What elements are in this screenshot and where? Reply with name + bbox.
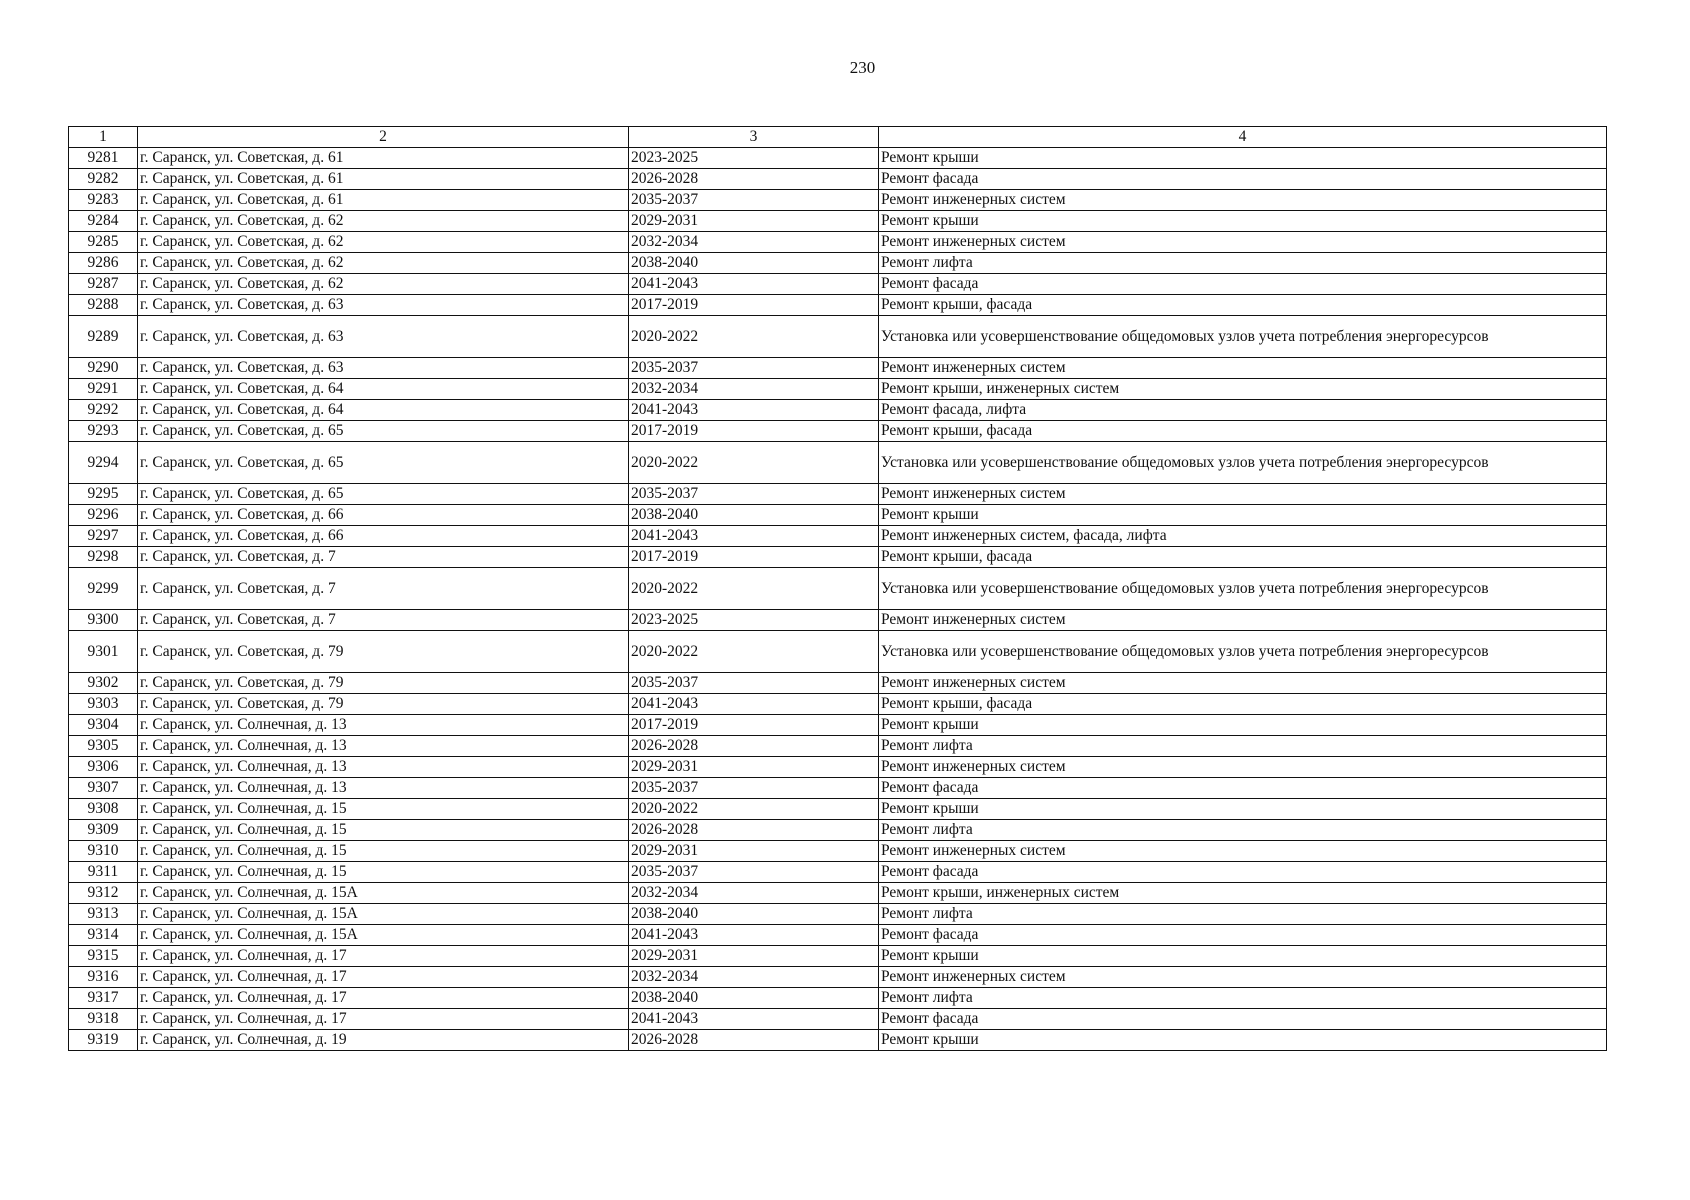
period-cell: 2038-2040 (629, 988, 879, 1009)
row-number-cell: 9298 (69, 547, 138, 568)
row-number-cell: 9311 (69, 862, 138, 883)
column-header-period: 3 (629, 127, 879, 148)
period-cell: 2020-2022 (629, 316, 879, 358)
address-cell: г. Саранск, ул. Солнечная, д. 15 (138, 799, 629, 820)
period-cell: 2035-2037 (629, 484, 879, 505)
period-cell: 2029-2031 (629, 841, 879, 862)
address-cell: г. Саранск, ул. Советская, д. 63 (138, 316, 629, 358)
work-type-cell: Ремонт крыши (879, 946, 1607, 967)
table-row (69, 904, 1607, 925)
address-cell: г. Саранск, ул. Советская, д. 64 (138, 400, 629, 421)
table-row (69, 379, 1607, 400)
address-cell: г. Саранск, ул. Советская, д. 7 (138, 568, 629, 610)
row-number-cell: 9308 (69, 799, 138, 820)
address-cell: г. Саранск, ул. Советская, д. 7 (138, 547, 629, 568)
table-row (69, 1030, 1607, 1051)
table-row (69, 568, 1607, 610)
period-cell: 2026-2028 (629, 169, 879, 190)
row-number-cell: 9316 (69, 967, 138, 988)
table-row (69, 190, 1607, 211)
work-type-cell: Ремонт инженерных систем (879, 967, 1607, 988)
column-header-address: 2 (138, 127, 629, 148)
table-row (69, 547, 1607, 568)
table-row (69, 505, 1607, 526)
row-number-cell: 9286 (69, 253, 138, 274)
table-row (69, 253, 1607, 274)
work-type-cell: Ремонт инженерных систем (879, 358, 1607, 379)
address-cell: г. Саранск, ул. Солнечная, д. 15А (138, 904, 629, 925)
period-cell: 2035-2037 (629, 778, 879, 799)
column-header-number: 1 (69, 127, 138, 148)
row-number-cell: 9312 (69, 883, 138, 904)
address-cell: г. Саранск, ул. Солнечная, д. 15А (138, 925, 629, 946)
work-type-cell: Установка или усовершенствование общедомовых узлов учета потребления энергоресурсов (879, 568, 1607, 610)
address-cell: г. Саранск, ул. Солнечная, д. 15А (138, 883, 629, 904)
table-row (69, 232, 1607, 253)
work-type-cell: Ремонт лифта (879, 988, 1607, 1009)
row-number-cell: 9310 (69, 841, 138, 862)
period-cell: 2029-2031 (629, 211, 879, 232)
table-row (69, 631, 1607, 673)
table-row (69, 358, 1607, 379)
row-number-cell: 9296 (69, 505, 138, 526)
work-type-cell: Ремонт лифта (879, 736, 1607, 757)
table-row (69, 400, 1607, 421)
address-cell: г. Саранск, ул. Советская, д. 65 (138, 484, 629, 505)
page-number: 230 (849, 58, 876, 77)
row-number-cell: 9289 (69, 316, 138, 358)
period-cell: 2035-2037 (629, 862, 879, 883)
period-cell: 2032-2034 (629, 379, 879, 400)
period-cell: 2017-2019 (629, 295, 879, 316)
address-cell: г. Саранск, ул. Советская, д. 64 (138, 379, 629, 400)
period-cell: 2017-2019 (629, 715, 879, 736)
row-number-cell: 9300 (69, 610, 138, 631)
period-cell: 2029-2031 (629, 757, 879, 778)
work-type-cell: Ремонт инженерных систем, фасада, лифта (879, 526, 1607, 547)
period-cell: 2035-2037 (629, 673, 879, 694)
table-row (69, 946, 1607, 967)
address-cell: г. Саранск, ул. Советская, д. 61 (138, 190, 629, 211)
work-type-cell: Ремонт крыши, фасада (879, 547, 1607, 568)
row-number-cell: 9285 (69, 232, 138, 253)
work-type-cell: Ремонт лифта (879, 253, 1607, 274)
work-type-cell: Ремонт крыши (879, 211, 1607, 232)
row-number-cell: 9309 (69, 820, 138, 841)
row-number-cell: 9290 (69, 358, 138, 379)
work-type-cell: Ремонт фасада (879, 925, 1607, 946)
row-number-cell: 9293 (69, 421, 138, 442)
work-type-cell: Ремонт крыши (879, 715, 1607, 736)
table-row (69, 211, 1607, 232)
table-row (69, 820, 1607, 841)
period-cell: 2020-2022 (629, 799, 879, 820)
row-number-cell: 9301 (69, 631, 138, 673)
table-row (69, 148, 1607, 169)
row-number-cell: 9307 (69, 778, 138, 799)
address-cell: г. Саранск, ул. Советская, д. 79 (138, 631, 629, 673)
address-cell: г. Саранск, ул. Солнечная, д. 13 (138, 736, 629, 757)
row-number-cell: 9281 (69, 148, 138, 169)
table-row (69, 484, 1607, 505)
row-number-cell: 9295 (69, 484, 138, 505)
table-row (69, 799, 1607, 820)
address-cell: г. Саранск, ул. Солнечная, д. 15 (138, 820, 629, 841)
address-cell: г. Саранск, ул. Советская, д. 79 (138, 694, 629, 715)
address-cell: г. Саранск, ул. Советская, д. 79 (138, 673, 629, 694)
row-number-cell: 9304 (69, 715, 138, 736)
work-type-cell: Установка или усовершенствование общедомовых узлов учета потребления энергоресурсов (879, 316, 1607, 358)
work-type-cell: Ремонт фасада (879, 1009, 1607, 1030)
period-cell: 2035-2037 (629, 358, 879, 379)
table-row (69, 610, 1607, 631)
table-row (69, 715, 1607, 736)
period-cell: 2026-2028 (629, 736, 879, 757)
address-cell: г. Саранск, ул. Советская, д. 65 (138, 421, 629, 442)
work-type-cell: Ремонт фасада, лифта (879, 400, 1607, 421)
work-type-cell: Ремонт лифта (879, 904, 1607, 925)
table-header (69, 127, 1607, 148)
address-cell: г. Саранск, ул. Советская, д. 65 (138, 442, 629, 484)
work-type-cell: Ремонт инженерных систем (879, 673, 1607, 694)
work-type-cell: Ремонт фасада (879, 169, 1607, 190)
row-number-cell: 9313 (69, 904, 138, 925)
address-cell: г. Саранск, ул. Солнечная, д. 15 (138, 862, 629, 883)
work-type-cell: Ремонт инженерных систем (879, 841, 1607, 862)
period-cell: 2032-2034 (629, 967, 879, 988)
period-cell: 2041-2043 (629, 400, 879, 421)
table-row (69, 778, 1607, 799)
row-number-cell: 9315 (69, 946, 138, 967)
table-row (69, 757, 1607, 778)
capital-repair-table (68, 126, 1607, 1051)
address-cell: г. Саранск, ул. Солнечная, д. 17 (138, 967, 629, 988)
row-number-cell: 9319 (69, 1030, 138, 1051)
work-type-cell: Ремонт инженерных систем (879, 190, 1607, 211)
period-cell: 2023-2025 (629, 610, 879, 631)
work-type-cell: Ремонт крыши (879, 505, 1607, 526)
table-row (69, 421, 1607, 442)
row-number-cell: 9284 (69, 211, 138, 232)
period-cell: 2041-2043 (629, 925, 879, 946)
row-number-cell: 9314 (69, 925, 138, 946)
work-type-cell: Ремонт крыши (879, 148, 1607, 169)
period-cell: 2041-2043 (629, 694, 879, 715)
table-row (69, 442, 1607, 484)
row-number-cell: 9291 (69, 379, 138, 400)
period-cell: 2041-2043 (629, 274, 879, 295)
period-cell: 2023-2025 (629, 148, 879, 169)
row-number-cell: 9317 (69, 988, 138, 1009)
work-type-cell: Ремонт инженерных систем (879, 232, 1607, 253)
row-number-cell: 9303 (69, 694, 138, 715)
address-cell: г. Саранск, ул. Советская, д. 62 (138, 211, 629, 232)
work-type-cell: Ремонт лифта (879, 820, 1607, 841)
table-row (69, 694, 1607, 715)
row-number-cell: 9297 (69, 526, 138, 547)
row-number-cell: 9305 (69, 736, 138, 757)
work-type-cell: Установка или усовершенствование общедомовых узлов учета потребления энергоресурсов (879, 631, 1607, 673)
row-number-cell: 9318 (69, 1009, 138, 1030)
table-row (69, 316, 1607, 358)
work-type-cell: Ремонт крыши, инженерных систем (879, 379, 1607, 400)
row-number-cell: 9282 (69, 169, 138, 190)
table-row (69, 1009, 1607, 1030)
period-cell: 2026-2028 (629, 1030, 879, 1051)
row-number-cell: 9283 (69, 190, 138, 211)
row-number-cell: 9287 (69, 274, 138, 295)
address-cell: г. Саранск, ул. Советская, д. 7 (138, 610, 629, 631)
work-type-cell: Ремонт инженерных систем (879, 610, 1607, 631)
table-row (69, 736, 1607, 757)
table-row (69, 841, 1607, 862)
row-number-cell: 9306 (69, 757, 138, 778)
work-type-cell: Установка или усовершенствование общедомовых узлов учета потребления энергоресурсов (879, 442, 1607, 484)
address-cell: г. Саранск, ул. Советская, д. 63 (138, 358, 629, 379)
address-cell: г. Саранск, ул. Советская, д. 61 (138, 169, 629, 190)
period-cell: 2029-2031 (629, 946, 879, 967)
column-header-work-type: 4 (879, 127, 1607, 148)
address-cell: г. Саранск, ул. Солнечная, д. 19 (138, 1030, 629, 1051)
row-number-cell: 9302 (69, 673, 138, 694)
table-row (69, 673, 1607, 694)
table-body (69, 148, 1607, 1051)
address-cell: г. Саранск, ул. Советская, д. 62 (138, 274, 629, 295)
work-type-cell: Ремонт инженерных систем (879, 484, 1607, 505)
table-row (69, 988, 1607, 1009)
row-number-cell: 9299 (69, 568, 138, 610)
address-cell: г. Саранск, ул. Советская, д. 63 (138, 295, 629, 316)
address-cell: г. Саранск, ул. Советская, д. 66 (138, 526, 629, 547)
work-type-cell: Ремонт крыши, инженерных систем (879, 883, 1607, 904)
address-cell: г. Саранск, ул. Солнечная, д. 13 (138, 778, 629, 799)
work-type-cell: Ремонт крыши, фасада (879, 694, 1607, 715)
row-number-cell: 9288 (69, 295, 138, 316)
table-row (69, 169, 1607, 190)
row-number-cell: 9294 (69, 442, 138, 484)
period-cell: 2038-2040 (629, 253, 879, 274)
address-cell: г. Саранск, ул. Советская, д. 62 (138, 232, 629, 253)
period-cell: 2020-2022 (629, 631, 879, 673)
period-cell: 2041-2043 (629, 1009, 879, 1030)
work-type-cell: Ремонт крыши, фасада (879, 421, 1607, 442)
table-row (69, 526, 1607, 547)
row-number-cell: 9292 (69, 400, 138, 421)
work-type-cell: Ремонт фасада (879, 274, 1607, 295)
address-cell: г. Саранск, ул. Солнечная, д. 17 (138, 988, 629, 1009)
address-cell: г. Саранск, ул. Советская, д. 62 (138, 253, 629, 274)
period-cell: 2035-2037 (629, 190, 879, 211)
period-cell: 2041-2043 (629, 526, 879, 547)
work-type-cell: Ремонт инженерных систем (879, 757, 1607, 778)
address-cell: г. Саранск, ул. Солнечная, д. 17 (138, 1009, 629, 1030)
header-row (69, 127, 1607, 148)
period-cell: 2017-2019 (629, 421, 879, 442)
table-row (69, 883, 1607, 904)
table-row (69, 295, 1607, 316)
work-type-cell: Ремонт крыши, фасада (879, 295, 1607, 316)
table-row (69, 967, 1607, 988)
address-cell: г. Саранск, ул. Солнечная, д. 15 (138, 841, 629, 862)
work-type-cell: Ремонт фасада (879, 778, 1607, 799)
table-row (69, 862, 1607, 883)
table-row (69, 925, 1607, 946)
address-cell: г. Саранск, ул. Солнечная, д. 13 (138, 757, 629, 778)
period-cell: 2020-2022 (629, 442, 879, 484)
period-cell: 2038-2040 (629, 505, 879, 526)
period-cell: 2020-2022 (629, 568, 879, 610)
table-row (69, 274, 1607, 295)
work-type-cell: Ремонт фасада (879, 862, 1607, 883)
work-type-cell: Ремонт крыши (879, 799, 1607, 820)
period-cell: 2032-2034 (629, 883, 879, 904)
work-type-cell: Ремонт крыши (879, 1030, 1607, 1051)
address-cell: г. Саранск, ул. Солнечная, д. 13 (138, 715, 629, 736)
address-cell: г. Саранск, ул. Советская, д. 61 (138, 148, 629, 169)
address-cell: г. Саранск, ул. Советская, д. 66 (138, 505, 629, 526)
address-cell: г. Саранск, ул. Солнечная, д. 17 (138, 946, 629, 967)
period-cell: 2026-2028 (629, 820, 879, 841)
period-cell: 2032-2034 (629, 232, 879, 253)
period-cell: 2017-2019 (629, 547, 879, 568)
period-cell: 2038-2040 (629, 904, 879, 925)
